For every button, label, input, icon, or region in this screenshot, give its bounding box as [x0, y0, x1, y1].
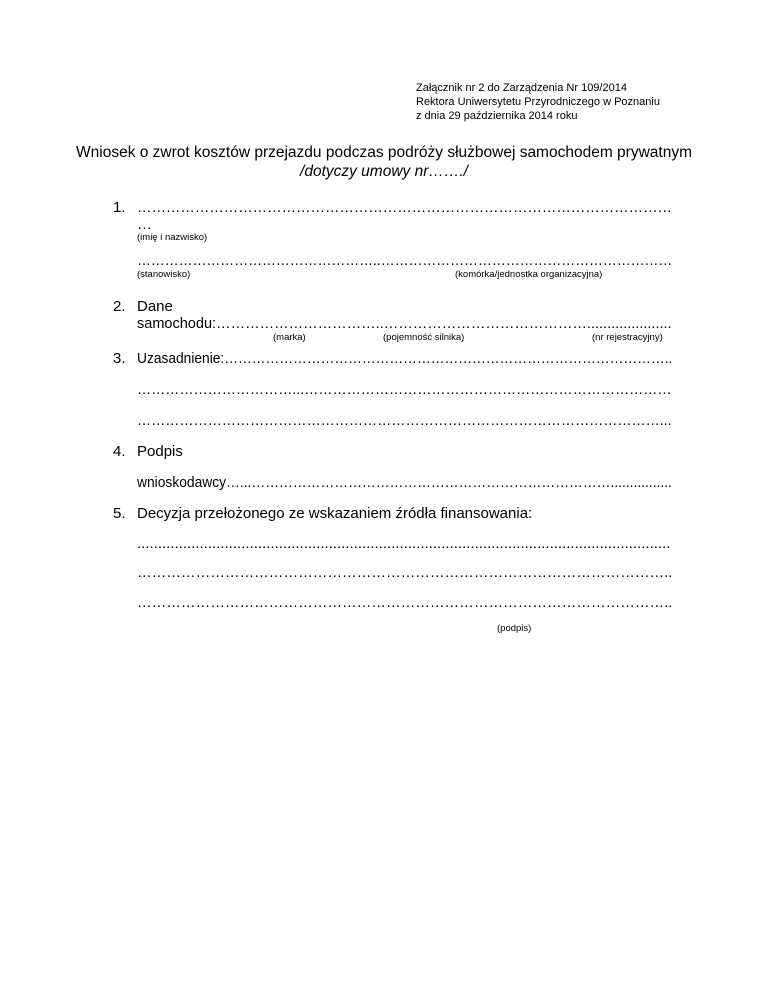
- registration-caption: (nr rejestracyjny): [592, 332, 663, 343]
- attachment-header: [416, 81, 660, 123]
- title-line-1: Wniosek o zwrot kosztów przejazdu podczas podróży służbowej samochodem prywatnym: [76, 144, 692, 161]
- item-2-number: 2.: [113, 298, 126, 315]
- name-caption: (imię i nazwisko): [137, 232, 208, 243]
- header-line-3: z dnia 29 października 2014 roku: [416, 110, 578, 122]
- supervisor-signature-caption: (podpis): [497, 623, 532, 634]
- title-line-2: /dotyczy umowy nr……./: [300, 163, 468, 180]
- position-caption: (stanowisko): [137, 269, 191, 280]
- name-field-dots[interactable]: …………………………………………………………………………………………………: [137, 199, 672, 216]
- car-data-label: Dane: [137, 298, 173, 315]
- supervisor-decision-label: Decyzja przełożonego ze wskazaniem źródła finansowania:: [137, 505, 533, 522]
- car-data-field[interactable]: samochodu:……………………………..…………………………………….....................: [137, 315, 672, 332]
- document-title: [0, 143, 768, 181]
- unit-caption: (komórka/jednostka organizacyjna): [455, 269, 603, 280]
- justification-line-3[interactable]: …………………………………………………………………………………………………...: [137, 412, 672, 429]
- item-3-number: 3.: [113, 350, 126, 367]
- name-field-dots-cont: …: [137, 216, 152, 233]
- item-5-number: 5.: [113, 505, 126, 522]
- engine-caption: (pojemność silnika): [383, 332, 465, 343]
- position-unit-field-dots[interactable]: ……………………………………………..………………………………………………………: [137, 252, 673, 269]
- justification-field[interactable]: Uzasadnienie:……………………………………………………………………………………..: [137, 350, 673, 367]
- applicant-signature-field[interactable]: wnioskodawcy…...……………………………………………………………………................: [137, 474, 672, 491]
- item-4-number: 4.: [113, 443, 126, 460]
- decision-line-1[interactable]: ................................................................................................................................: [137, 535, 671, 552]
- decision-line-3[interactable]: ………………………………………………………………………………………………..: [137, 594, 673, 611]
- justification-line-2[interactable]: ……………………………...……………………………………………………………………: [137, 381, 672, 398]
- make-caption: (marka): [273, 332, 306, 343]
- header-line-2: Rektora Uniwersytetu Przyrodniczego w Poznaniu: [416, 96, 660, 108]
- signature-label: Podpis: [137, 443, 183, 460]
- item-1-number: 1.: [113, 199, 126, 216]
- header-line-1: Załącznik nr 2 do Zarządzenia Nr 109/2014: [416, 82, 627, 94]
- decision-line-2[interactable]: ………………………………………………………………………………………………..: [137, 564, 673, 581]
